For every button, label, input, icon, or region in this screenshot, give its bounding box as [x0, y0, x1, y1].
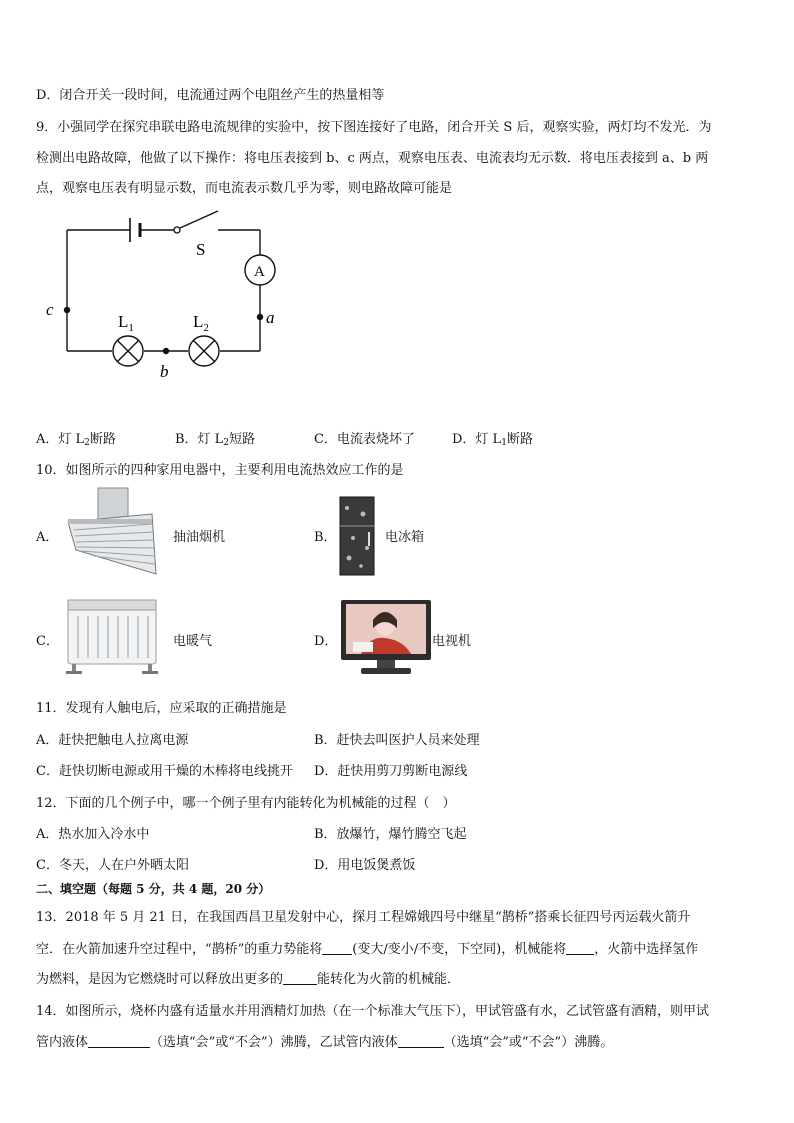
- q13-line2: 空．在火箭加速升空过程中，“鹊桥”的重力势能将 (变大/变小/不变，下空同)，机械能将 ，火箭中选择氢作: [36, 942, 699, 957]
- q12-option-a: A．热水加入冷水中: [36, 827, 150, 842]
- q11-option-b: B．赶快去叫医护人员来处理: [314, 733, 480, 748]
- q14-line1: 14．如图所示，烧杯内盛有适量水并用酒精灯加热（在一个标准大气压下），甲试管盛有水，乙试管盛有酒精，则甲试: [36, 1004, 710, 1019]
- television-image: [339, 598, 433, 678]
- q9-stem-line2: 检测出电路故障，他做了以下操作：将电压表接到 b、c 两点，观察电压表、电流表均无示数．将电压表接到 a、b 两: [36, 151, 709, 166]
- q10-option-d-name: 电视机: [432, 634, 472, 649]
- q14-line2: 管内液体 （选填“会”或“不会”）沸腾，乙试管内液体 （选填“会”或“不会”）沸腾。: [36, 1035, 614, 1050]
- q11-option-c: C．赶快切断电源或用干燥的木棒将电线挑开: [36, 764, 293, 779]
- lamp1-label: $L_1$: [118, 312, 134, 334]
- q13-line3: 为燃料，是因为它燃烧时可以释放出更多的 能转化为火箭的机械能．: [36, 972, 461, 987]
- section-heading-fill-in: 二、填空题（每题 5 分，共 4 题，20 分）: [36, 882, 271, 896]
- q13-blank-3[interactable]: [283, 972, 317, 985]
- point-b-label: b: [160, 362, 169, 381]
- electric-heater-image: [64, 596, 160, 676]
- circuit-diagram: [36, 205, 296, 385]
- q10-option-b-letter: B．: [314, 530, 337, 545]
- range-hood-image: [64, 486, 160, 580]
- q10-option-a-letter: A．: [36, 530, 59, 545]
- point-c-label: c: [46, 300, 54, 319]
- q8-option-d: D．闭合开关一段时间，电流通过两个电阻丝产生的热量相等: [36, 88, 385, 103]
- q10-option-a-name: 抽油烟机: [173, 530, 226, 545]
- q9-option-c: C．电流表烧坏了: [314, 432, 415, 447]
- q11-option-d: D．赶快用剪刀剪断电源线: [314, 764, 468, 779]
- q12-stem: 12．下面的几个例子中，哪一个例子里有内能转化为机械能的过程（ ）: [36, 796, 456, 811]
- q11-stem: 11．发现有人触电后，应采取的正确措施是: [36, 701, 287, 716]
- node-b: [163, 348, 169, 354]
- q13-blank-1[interactable]: [322, 942, 352, 955]
- switch-label: S: [196, 240, 206, 259]
- q13-line1: 13．2018 年 5 月 21 日，在我国西昌卫星发射中心，探月工程嫦娥四号中继星“鹊桥”搭乘长征四号丙运载火箭升: [36, 910, 691, 925]
- q10-option-c-letter: C．: [36, 634, 59, 649]
- q9-option-d: D．灯 $L_1$断路: [452, 432, 533, 448]
- ammeter-label: A: [254, 264, 265, 280]
- node-a: [257, 314, 263, 320]
- q14-blank-1[interactable]: [88, 1035, 150, 1048]
- refrigerator-image: [339, 496, 375, 576]
- q10-option-d-letter: D．: [314, 634, 338, 649]
- node-c: [64, 307, 70, 313]
- q13-blank-2[interactable]: [566, 942, 594, 955]
- q11-option-a: A．赶快把触电人拉离电源: [36, 733, 189, 748]
- q10-option-b-name: 电冰箱: [385, 530, 425, 545]
- q14-blank-2[interactable]: [398, 1035, 444, 1048]
- point-a-label: a: [266, 308, 275, 327]
- q9-stem-line1: 9．小强同学在探究串联电路电流规律的实验中，按下图连接好了电路，闭合开关 S 后，观察实验，两灯均不发光．为: [36, 120, 712, 135]
- switch-pivot: [174, 227, 180, 233]
- q12-option-d: D．用电饭煲煮饭: [314, 858, 416, 873]
- q9-option-a: A．灯 $L_2$断路: [36, 432, 116, 448]
- q12-option-b: B．放爆竹，爆竹腾空飞起: [314, 827, 467, 842]
- q10-option-c-name: 电暖气: [173, 634, 213, 649]
- q12-option-c: C．冬天，人在户外晒太阳: [36, 858, 189, 873]
- lamp2-label: $L_2$: [193, 312, 209, 334]
- q9-stem-line3: 点，观察电压表有明显示数，而电流表示数几乎为零，则电路故障可能是: [36, 181, 453, 196]
- q9-option-b: B．灯 $L_2$短路: [175, 432, 256, 448]
- q10-stem: 10．如图所示的四种家用电器中，主要利用电流热效应工作的是: [36, 463, 404, 478]
